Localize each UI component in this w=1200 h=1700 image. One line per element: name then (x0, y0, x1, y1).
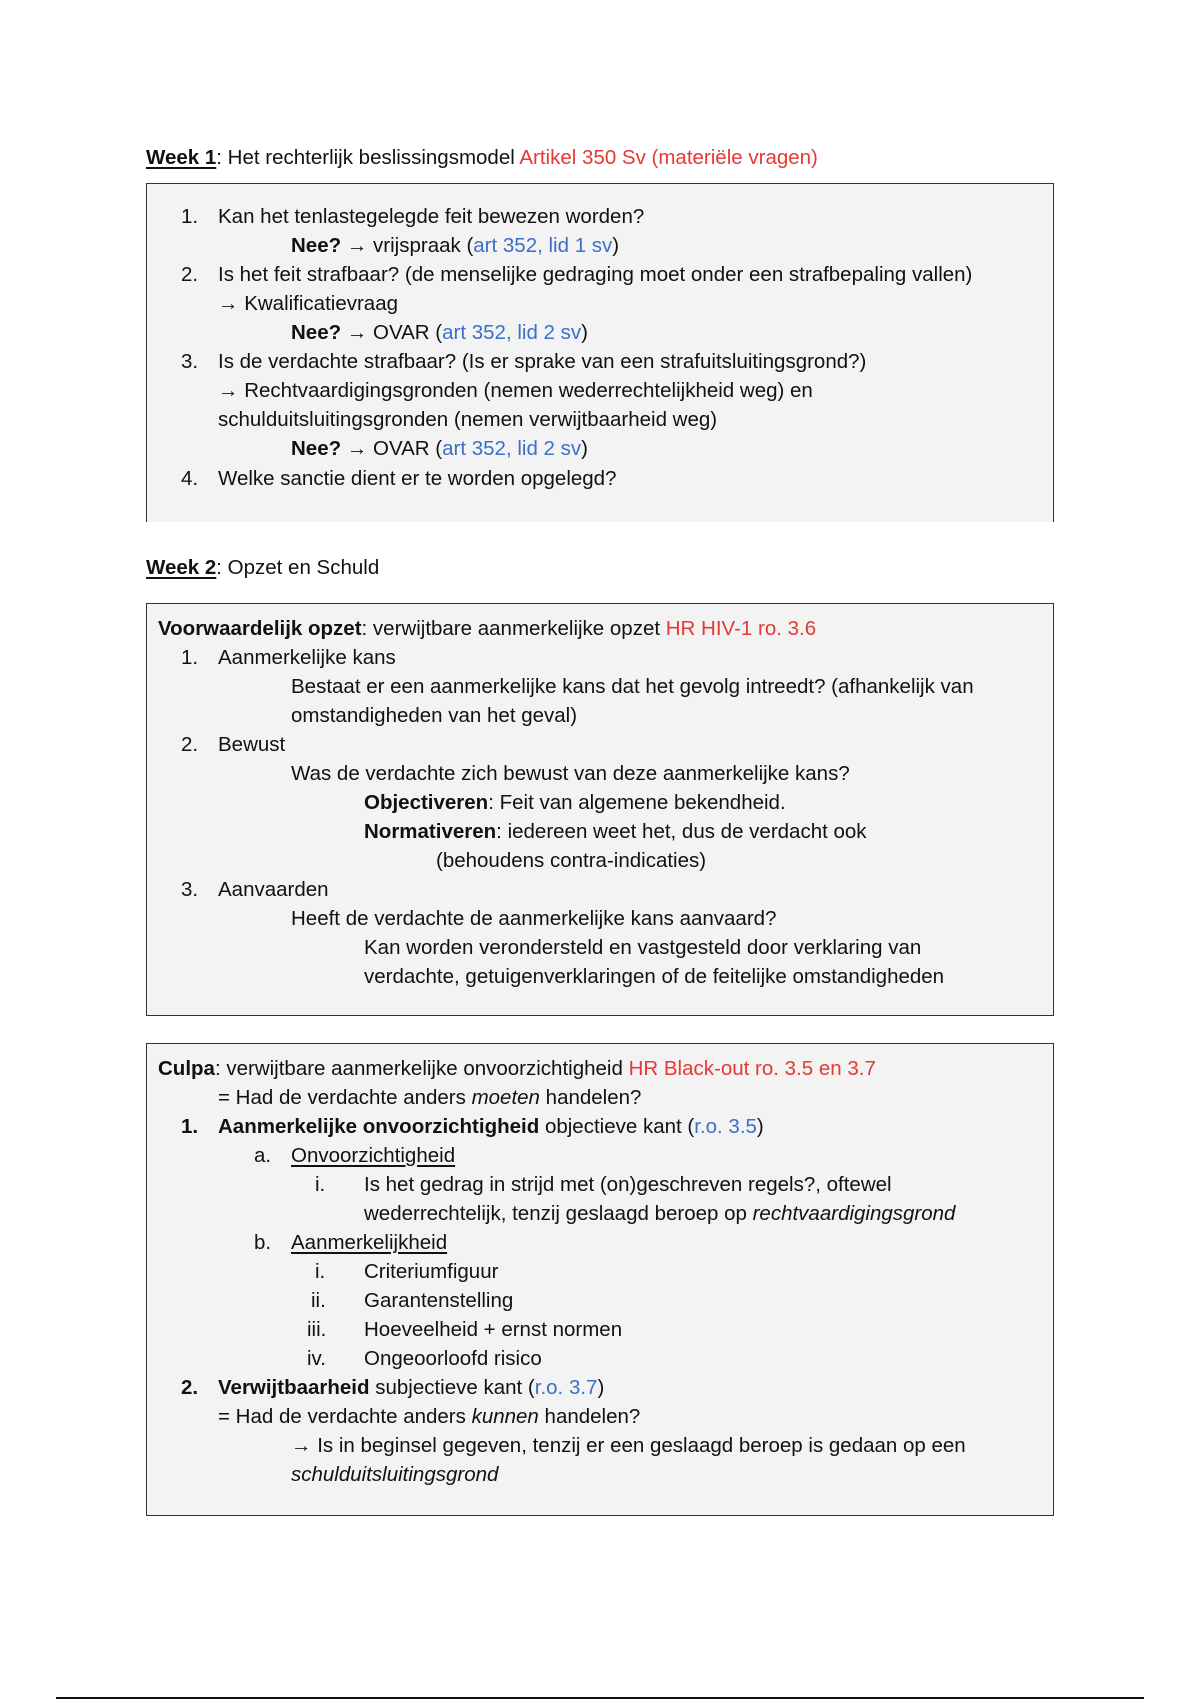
ro-link: r.o. 3.7 (534, 1376, 598, 1399)
sub-sub-text: Is het gedrag in strijd met (on)geschreven regels?, oftewel (364, 1173, 892, 1196)
culpa-definition: Culpa: verwijtbare aanmerkelijke onvoorzichtigheid HR Black-out ro. 3.5 en 3.7 (158, 1057, 876, 1080)
normativeren-line: Normativeren: iedereen weet het, dus de verdacht ook (364, 820, 867, 843)
culpa-item-subjective: Verwijtbaarheid subjectieve kant (r.o. 3.7) (218, 1376, 605, 1399)
sub-item-letter: a. (254, 1144, 272, 1167)
item-text: verdachte, getuigenverklaringen of de feitelijke omstandigheden (364, 965, 945, 988)
item-question: Is de verdachte strafbaar? (Is er sprake van een strafuitsluitingsgrond?) (218, 350, 867, 373)
article-link: art 352, lid 1 sv (473, 234, 613, 257)
item-number: 2. (181, 263, 199, 286)
sub-sub-text: Ongeoorloofd risico (364, 1347, 542, 1370)
culpa-item-objective: Aanmerkelijke onvoorzichtigheid objectieve kant (r.o. 3.5) (218, 1115, 764, 1138)
item-question: Is het feit strafbaar? (de menselijke gedraging moet onder een strafbepaling vallen) (218, 263, 973, 286)
article-link: art 352, lid 2 sv (442, 437, 582, 460)
item-label: Aanvaarden (218, 878, 329, 901)
item-question: Welke sanctie dient er te worden opgelegd? (218, 467, 617, 490)
item-number: 2. (181, 1376, 199, 1399)
item-question: Heeft de verdachte de aanmerkelijke kans aanvaard? (291, 907, 777, 930)
case-reference: HR Black-out ro. 3.5 en 3.7 (628, 1057, 876, 1080)
item-number: 1. (181, 205, 199, 228)
item-text: Kan worden verondersteld en vastgesteld door verklaring van (364, 936, 922, 959)
sub-sub-number: iii. (307, 1318, 327, 1341)
item-number: 3. (181, 878, 199, 901)
conclusion-text: schulduitsluitingsgrond (291, 1463, 499, 1486)
sub-sub-text: Criteriumfiguur (364, 1260, 499, 1283)
culpa-question: = Had de verdachte anders moeten handelen? (218, 1086, 642, 1109)
sub-sub-number: i. (315, 1173, 326, 1196)
item-nee-line: Nee? → vrijspraak (art 352, lid 1 sv) (291, 234, 620, 257)
week1-heading (146, 146, 818, 170)
normativeren-sub: (behoudens contra-indicaties) (436, 849, 707, 872)
culpa-box (146, 1043, 1054, 1516)
item-sub: → Rechtvaardigingsgronden (nemen wederrechtelijkheid weg) en (218, 379, 813, 402)
culpa-question: = Had de verdachte anders kunnen handelen? (218, 1405, 641, 1428)
item-label: Aanmerkelijke kans (218, 646, 396, 669)
item-label: Bewust (218, 733, 286, 756)
page-bottom-rule (56, 1697, 1144, 1699)
sub-sub-text: wederrechtelijk, tenzij geslaagd beroep op rechtvaardigingsgrond (364, 1202, 956, 1225)
item-text: Bestaat er een aanmerkelijke kans dat het gevolg intreedt? (afhankelijk van (291, 675, 974, 698)
case-reference: HR HIV-1 ro. 3.6 (665, 617, 817, 640)
item-sub: schulduitsluitingsgronden (nemen verwijtbaarheid weg) (218, 408, 718, 431)
opzet-definition: Voorwaardelijk opzet: verwijtbare aanmerkelijke opzet HR HIV-1 ro. 3.6 (158, 617, 817, 640)
week1-box (146, 183, 1054, 522)
sub-sub-text: Garantenstelling (364, 1289, 514, 1312)
conclusion-text: → Is in beginsel gegeven, tenzij er een geslaagd beroep is gedaan op een (291, 1434, 966, 1457)
item-nee-line: Nee? → OVAR (art 352, lid 2 sv) (291, 437, 588, 460)
sub-item-label: Aanmerkelijkheid (291, 1231, 448, 1254)
sub-sub-number: i. (315, 1260, 326, 1283)
item-number: 1. (181, 1115, 199, 1138)
item-text: omstandigheden van het geval) (291, 704, 578, 727)
objectiveren-line: Objectiveren: Feit van algemene bekendheid. (364, 791, 786, 814)
item-sub: → Kwalificatievraag (218, 292, 399, 315)
item-question: Was de verdachte zich bewust van deze aanmerkelijke kans? (291, 762, 850, 785)
ro-link: r.o. 3.5 (694, 1115, 757, 1138)
sub-sub-text: Hoeveelheid + ernst normen (364, 1318, 623, 1341)
sub-sub-number: iv. (307, 1347, 326, 1370)
week1-title: : Het rechterlijk beslissingsmodel (216, 146, 520, 169)
sub-item-letter: b. (254, 1231, 272, 1254)
item-question: Kan het tenlastegelegde feit bewezen worden? (218, 205, 645, 228)
item-number: 3. (181, 350, 199, 373)
week2-heading (146, 556, 379, 580)
week2-label: Week 2 (146, 556, 217, 579)
item-nee-line: Nee? → OVAR (art 352, lid 2 sv) (291, 321, 588, 344)
article-link: art 352, lid 2 sv (442, 321, 582, 344)
week1-reference: Artikel 350 Sv (materiële vragen) (519, 146, 818, 169)
item-number: 4. (181, 467, 199, 490)
sub-item-label: Onvoorzichtigheid (291, 1144, 456, 1167)
item-number: 1. (181, 646, 199, 669)
opzet-box (146, 603, 1054, 1016)
sub-sub-number: ii. (311, 1289, 326, 1312)
item-number: 2. (181, 733, 199, 756)
week1-label: Week 1 (146, 146, 217, 169)
week2-title: : Opzet en Schuld (216, 556, 380, 579)
